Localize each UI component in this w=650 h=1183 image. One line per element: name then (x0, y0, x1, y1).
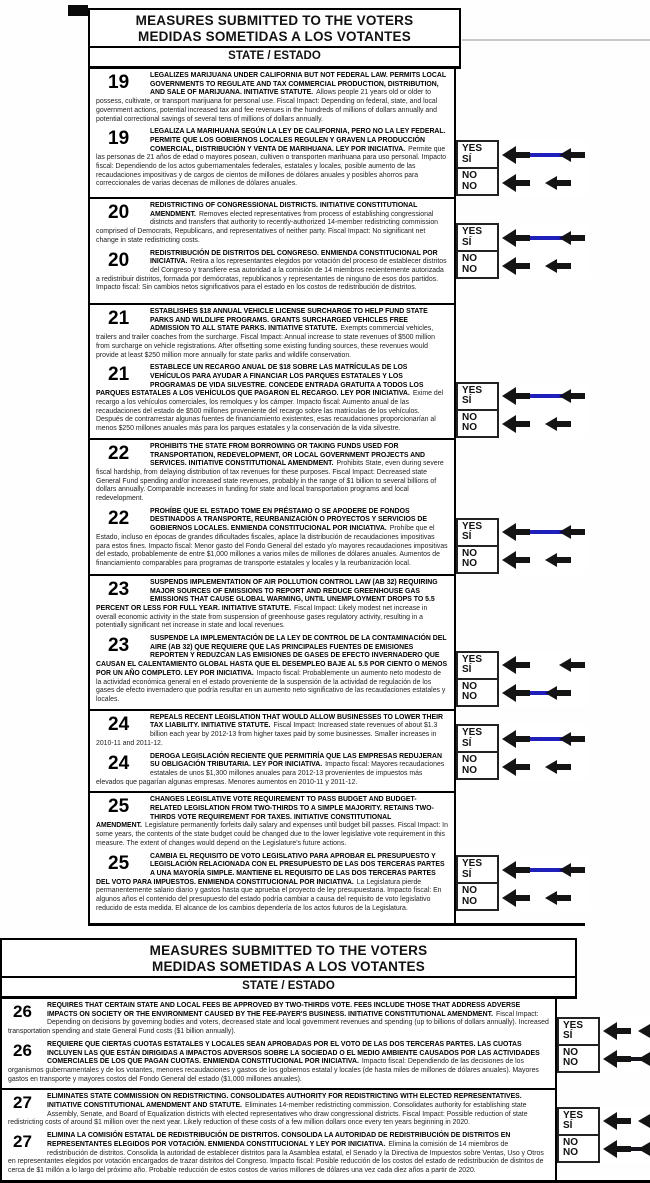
measure-number: 26 (13, 1002, 32, 1021)
measure-title-es: DEROGA LEGISLACIÓN RECIENTE QUE PERMITIRÍA QUE LAS EMPRESAS REDUJERAN SU OBLIGACIÓN TRIBUTARIA. LEY POR INICIATIVA. (150, 752, 442, 769)
measure-spanish-block (4, 1040, 551, 1087)
vote-arrow-yes-prop-24[interactable] (501, 727, 589, 751)
measure-text (90, 440, 456, 576)
measure-title-en: REQUIRES THAT CERTAIN STATE AND LOCAL FEES BE APPROVED BY TWO-THIRDS VOTE. FEES INCLUDE THOSE THAT ADDRESS ADVERSE IMPACTS ON SOCIETY OR THE ENVIRONMENT CAUSED BY THE FEE-PAYER'S BUSINESS. INITIATIVE CONSTITUTIONAL AMENDMENT. (47, 1002, 521, 1018)
measure-number: 19 (108, 128, 130, 150)
measure-title-en: PROHIBITS THE STATE FROM BORROWING OR TAKING FUNDS USED FOR TRANSPORTATION, REDEVELOPMENT, OR LOCAL GOVERNMENT PROJECTS AND SERVICES. INITIATIVE CONSTITUTIONAL AMENDMENT. (150, 442, 425, 468)
vote-box (456, 382, 589, 438)
vote-gutter (456, 576, 589, 711)
no-label-en: NO (563, 1046, 578, 1058)
card-title (90, 10, 459, 48)
yes-label-es: SÍ (563, 1120, 573, 1132)
no-label-en: NO (462, 754, 477, 765)
measure-list (0, 999, 650, 1183)
measure-spanish-block (92, 507, 450, 571)
measure-english-block (92, 578, 450, 633)
measure-summary-en: Eliminates 14-member redistricting commission. Consolidates authority for establishing state Assembly, Senate, and Board of Equalization districts with elected representatives who draw congressional districts. Fiscal Impact: Possible reduction of state redistricting costs of around $1 million over the next year. Likely reduction of these costs of a few million dollars once every ten years beginning in 2020. (8, 1102, 528, 1127)
measure-summary-es: Exime del recargo a los vehículos comerciales, los remolques y los cámper. Impacto fiscal: Aumento anual de las recaudaciones del estado de $500 millones proveniente del recargo sobre las matrículas de los vehículos. Después de contrarrestar algunas fuentes de financiamiento existentes, esas recaudaciones proporcionarían al menos $250 millones anuales más para los parques estatales y la conservación de la vida silvestre. (96, 390, 444, 433)
vote-arrow-yes-prop-27[interactable] (602, 1109, 650, 1133)
measure-spanish-block (92, 127, 450, 191)
measure-number: 20 (108, 249, 130, 271)
measure-title-es: ELIMINA LA COMISIÓN ESTATAL DE REDISTRIBUCIÓN DE DISTRITOS. CONSOLIDA LA AUTORIDAD DE REDISTRIBUCIÓN DE DISTRITOS EN REPRESENTANTES ELEGIDOS POR VOTACIÓN. ENMIENDA CONSTITUCIONAL Y LEY POR INICIATIVA. (47, 1132, 511, 1148)
yes-row (557, 1017, 650, 1046)
measure-summary-es: Retira a los representantes elegidos por votación del proceso de establecer distritos del Congreso y transfiere esa autoridad a la comisión de 14 miembros recientemente autorizada a redistribuir distritos, formada por demócratas, republicanos y representantes de ninguno de esos dos partidos. Impacto fiscal: Sin cambios netos significativos para el estado en los costos de redistribución de distritos. (96, 258, 447, 292)
yes-si-label (456, 651, 499, 680)
vote-box (456, 140, 589, 196)
measure-text (2, 1090, 557, 1179)
no-row (557, 1136, 650, 1163)
yes-row (557, 1107, 650, 1136)
yes-label-en: YES (462, 520, 483, 532)
measure-title-en: ELIMINATES STATE COMMISSION ON REDISTRICTING. CONSOLIDATES AUTHORITY FOR REDISTRICTING WITH ELECTED REPRESENTATIVES. INITIATIVE CONSTITUTIONAL AMENDMENT AND STATUTE. (47, 1093, 522, 1110)
yes-label-es: SÍ (462, 153, 472, 165)
no-no-label (456, 680, 499, 707)
vote-box (456, 518, 589, 574)
measure-title-en: SUSPENDS IMPLEMENTATION OF AIR POLLUTION CONTROL LAW (AB 32) REQUIRING MAJOR SOURCES OF EMISSIONS TO REPORT AND REDUCE GREENHOUSE GAS EMISSIONS THAT CAUSE GLOBAL WARMING, UNTIL UNEMPLOYMENT DROPS TO 5.5 PERCENT OR LESS FOR FULL YEAR. INITIATIVE STATUTE. (96, 578, 438, 612)
yes-label-es: SÍ (462, 236, 472, 248)
vote-arrow-no-prop-25[interactable] (501, 886, 589, 910)
measure-english-block (4, 1001, 551, 1039)
no-no-label (456, 884, 499, 911)
yes-label-es: SÍ (563, 1030, 573, 1042)
measure-spanish-block (92, 752, 450, 790)
measure-english-block (92, 713, 450, 751)
vote-arrow-yes-prop-26[interactable] (602, 1019, 650, 1043)
measure-summary-en: Legislature permanently forfeits daily salary and expenses until budget bill passes. Fiscal Impact: In some years, the contents of the state budget could be changed due to the lower legislative vote requirement in this measure. The extent of changes would depend on the Legislature's future actions. (96, 822, 448, 847)
no-label-es: NO (462, 422, 477, 434)
vote-gutter (456, 711, 589, 794)
measure-title-es: LEGALIZA LA MARIHUANA SEGÚN LA LEY DE CALIFORNIA, PERO NO LA LEY FEDERAL. PERMITE QUE LOS GOBIERNOS LOCALES REGULEN Y GRAVEN LA PRODUCCIÓN COMERCIAL, DISTRIBUCIÓN Y VENTA DE MARIHUANA. LEY POR INICIATIVA. (150, 128, 446, 153)
no-label-en: NO (462, 680, 477, 692)
measure-summary-en: Fiscal Impact: Depending on decisions by governing bodies and voters, decreased state and local government revenues and spending (up to billions of dollars annually). Increased transportation spending and state General Fund costs ($1 billion annually). (8, 1010, 549, 1036)
ballot-card-state-measures-1 (88, 8, 585, 926)
yes-row (456, 382, 589, 411)
measure-text (2, 999, 557, 1090)
yes-label-en: YES (462, 653, 483, 665)
measure-text (90, 793, 456, 923)
no-label-en: NO (462, 547, 477, 559)
vote-arrow-no-prop-19[interactable] (501, 171, 589, 195)
measure-number: 22 (108, 442, 130, 464)
yes-label-en: YES (462, 226, 483, 237)
yes-label-en: YES (462, 384, 483, 396)
measure-spanish-block (4, 1131, 551, 1178)
measure-number: 25 (108, 796, 130, 818)
ballot-card-state-measures-2 (0, 938, 650, 1183)
measure-title-en: CHANGES LEGISLATIVE VOTE REQUIREMENT TO PASS BUDGET AND BUDGET-RELATED LEGISLATION FROM TWO-THIRDS TO A SIMPLE MAJORITY. RETAINS TWO-THIRDS VOTE REQUIREMENT FOR TAXES. INITIATIVE CONSTITUTIONAL AMENDMENT. (96, 796, 434, 830)
no-no-label (557, 1136, 600, 1163)
card-title-es: MEDIDAS SOMETIDAS A LOS VOTANTES (152, 958, 425, 974)
yes-si-label (456, 518, 499, 547)
measure-text (90, 305, 456, 440)
measure-row-prop-24 (90, 711, 585, 794)
no-label-en: NO (563, 1136, 578, 1148)
measure-summary-es: Elimina la comisión de 14 miembros de redistribución de distritos. Consolida la autoridad de establecer distritos para la Asamblea estatal, el Senado y la Directiva de Impuestos sobre Ventas, Uso y Otros en representantes elegidos por votación encargados de trazar distritos del Congreso. Impacto fiscal: Posible reducción de los costos del estado de redistribución de distritos de cerca de $1 millón a lo largo del próximo año. Probable reducción de estos costos de varios millones de dólares una vez cada diez años a partir de 2020. (8, 1140, 544, 1174)
measure-title-es: REQUIERE QUE CIERTAS CUOTAS ESTATALES Y LOCALES SEAN APROBADAS POR EL VOTO DE LAS DOS TERCERAS PARTES. LAS CUOTAS INCLUYEN LAS QUE ESTÁN DIRIGIDAS A IMPACTOS ADVERSOS SOBRE LA SOCIEDAD O EL MEDIO AMBIENTE CAUSADOS POR LAS ACTIVIDADES COMERCIALES DE LOS QUE PAGAN CUOTAS. ENMIENDA CONSTITUCIONAL POR INICIATIVA. (47, 1040, 540, 1066)
measure-row-prop-22 (90, 440, 585, 576)
measure-summary-es: Permite que las personas de 21 años de edad o mayores posean, cultiven o transporten marihuana para uso personal. Impacto fiscal: Dependiendo de los actos gubernamentales federales, estatales y locales, posible aumento de las recaudaciones impositivas y de cargos de cientos de millones de dólares anuales y posibles ahorros para correccionales de varias decenas de millones de dólares anuales. (96, 145, 447, 188)
measure-number: 21 (108, 364, 130, 386)
measure-number: 23 (108, 578, 130, 600)
vote-gutter (456, 69, 589, 199)
vote-arrow-yes-prop-23[interactable] (501, 653, 589, 677)
measure-row-prop-19 (90, 69, 585, 199)
yes-si-label (456, 140, 499, 169)
measure-english-block (92, 795, 450, 850)
measure-title-es: REDISTRIBUCIÓN DE DISTRITOS DEL CONGRESO. ENMIENDA CONSTITUCIONAL POR INICIATIVA. (150, 249, 438, 266)
yes-row (456, 518, 589, 547)
vote-arrow-no-prop-24[interactable] (501, 755, 589, 779)
section-band: STATE / ESTADO (2, 978, 575, 999)
vote-gutter (456, 305, 589, 440)
yes-si-label (557, 1107, 600, 1136)
no-row (456, 547, 589, 574)
measure-row-prop-27 (2, 1090, 650, 1179)
no-label-es: NO (462, 180, 477, 192)
measure-summary-en: Removes elected representatives from process of establishing congressional districts and transfers that authority to recently-authorized 14-member redistricting commission comprised of Democrats, Republicans, and representatives of neither party. Fiscal Impact: No significant net change in state redistricting costs. (96, 210, 438, 244)
measure-english-block (4, 1092, 551, 1130)
measure-text (90, 199, 456, 305)
no-label-es: NO (563, 1147, 578, 1159)
measure-title-en: REDISTRICTING OF CONGRESSIONAL DISTRICTS. INITIATIVE CONSTITUTIONAL AMENDMENT. (150, 202, 418, 218)
measure-english-block (92, 201, 450, 248)
no-row (456, 680, 589, 707)
no-row (557, 1046, 650, 1073)
measure-summary-en: Allows people 21 years old or older to possess, cultivate, or transport marijuana for personal use. Fiscal Impact: Depending on federal, state, and local government actions, potential increased tax and fee revenues in the hundreds of millions of dollars annually and potential correctional savings of several tens of millions of dollars annually. (96, 89, 438, 123)
measure-english-block (92, 71, 450, 126)
vote-arrow-no-prop-27[interactable] (602, 1137, 650, 1161)
no-label-es: NO (462, 764, 477, 776)
measure-number: 22 (108, 507, 130, 529)
no-label-es: NO (563, 1057, 578, 1069)
no-label-es: NO (462, 895, 477, 907)
measure-summary-es: Prohíbe que el Estado, incluso en épocas de grandes dificultades fiscales, aplace la distribución de recaudaciones impositivas para estos fines. Impacto fiscal: Menor gasto del Fondo General del estado y/o mayores recaudaciones impositivas del estado, probablemente de entre $1,000 millones a varios miles de millones de dólares anuales. Aumentos de financiamiento comparables para programas de transporte estatales y locales y la reurbanización local. (96, 525, 448, 567)
measure-summary-es: Impacto fiscal: Mayores recaudaciones estatales de unos $1,300 millones anuales para 2012-13 provenientes de impuestos más elevados que pagarían algunas empresas. Menores aumentos en 2010-11 y 2011-12. (96, 761, 445, 786)
measure-number: 27 (13, 1093, 32, 1113)
measure-text (90, 576, 456, 711)
vote-gutter (456, 440, 589, 576)
measure-summary-en: Fiscal Impact: Likely modest net increase in overall economic activity in the state from suspension of greenhouse gases regulatory activity, resulting in a potentially significant net increase in state and local revenues. (96, 604, 428, 630)
yes-label-es: SÍ (462, 395, 472, 407)
yes-label-en: YES (462, 858, 483, 870)
measure-english-block (92, 307, 450, 362)
vote-arrow-yes-prop-19[interactable] (501, 143, 589, 167)
no-no-label (557, 1046, 600, 1073)
yes-label-en: YES (563, 1109, 584, 1121)
measure-spanish-block (92, 852, 450, 916)
measure-title-es: ESTABLECE UN RECARGO ANUAL DE $18 SOBRE LAS MATRÍCULAS DE LOS VEHÍCULOS PARA AYUDAR A FINANCIAR LOS PARQUES ESTATALES Y LOS PROGRAMAS DE VIDA SILVESTRE. CONCEDE ENTRADA GRATUITA A TODOS LOS PARQUES ESTATALES A LOS VEHÍCULOS QUE PAGARON EL RECARGO. LEY POR INICIATIVA. (96, 364, 424, 398)
measure-number: 25 (108, 852, 130, 874)
yes-label-es: SÍ (462, 737, 472, 749)
measure-title-es: PROHÍBE QUE EL ESTADO TOME EN PRÉSTAMO O SE APODERE DE FONDOS DESTINADOS A TRANSPORTE, REURBANIZACIÓN O PROYECTOS Y SERVICIOS DE GOBIERNOS LOCALES. ENMIENDA CONSTITUCIONAL POR INICIATIVA. (150, 507, 427, 533)
yes-si-label (456, 223, 499, 252)
measure-number: 24 (108, 713, 130, 735)
measure-summary-es: La Legislatura pierde permanentemente salario diario y gastos hasta que aprueba el proyecto de ley presupuestaria. Impacto fiscal: En algunos años el contenido del presupuesto del estado podría cambiar a causa del requisito de voto legislativo reducido de esta medida. El alcance de los cambios dependería de los actos futuros de la Legislatura. (96, 878, 442, 912)
card-header (0, 938, 577, 999)
measure-text (90, 69, 456, 199)
yes-row (456, 651, 589, 680)
vote-box (456, 223, 589, 279)
yes-si-label (557, 1017, 600, 1046)
no-row (456, 169, 589, 196)
measure-list (88, 69, 585, 926)
measure-row-prop-20 (90, 199, 585, 305)
no-no-label (456, 753, 499, 780)
vote-box (456, 651, 589, 707)
measure-title-es: SUSPENDE LA IMPLEMENTACIÓN DE LA LEY DE CONTROL DE LA CONTAMINACIÓN DEL AIRE (AB 32) QUE REQUIERE QUE LAS PRINCIPALES FUENTES DE EMISIONES REPORTEN Y REDUZCAN LAS EMISIONES DE GASES DE EFECTO INVERNADERO QUE CAUSAN EL CALENTAMIENTO GLOBAL HASTA QUE EL DESEMPLEO BAJE AL 5.5 POR CIENTO O MENOS POR UN AÑO COMPLETO. LEY POR INICIATIVA. (96, 635, 448, 677)
vote-gutter (456, 793, 589, 923)
no-label-en: NO (462, 253, 477, 264)
vote-arrow-no-prop-22[interactable] (501, 548, 589, 572)
card-title-es: MEDIDAS SOMETIDAS A LOS VOTANTES (138, 28, 411, 44)
yes-label-en: YES (462, 727, 483, 738)
no-row (456, 884, 589, 911)
no-no-label (456, 169, 499, 196)
yes-label-es: SÍ (462, 868, 472, 880)
vote-arrow-yes-prop-25[interactable] (501, 858, 589, 882)
vote-arrow-yes-prop-22[interactable] (501, 520, 589, 544)
measure-number: 24 (108, 752, 130, 774)
vote-arrow-no-prop-21[interactable] (501, 412, 589, 436)
measure-number: 23 (108, 635, 130, 657)
no-label-es: NO (462, 558, 477, 570)
vote-arrow-no-prop-23[interactable] (501, 681, 589, 705)
vote-gutter (557, 999, 650, 1090)
no-row (456, 252, 589, 279)
measure-summary-es: Impacto fiscal: Dependiendo de las decisiones de los organismos gubernamentales y de los votantes, menores recaudaciones y gastos de los gobiernos estatal y locales (de hasta miles de millones de dólares anuales). Mayores gastos en transporte y mayores costos del Fondo General del estado ($1,000 millones anuales). (8, 1058, 539, 1083)
vote-box (557, 1107, 650, 1163)
yes-row (456, 223, 589, 252)
no-label-es: NO (462, 691, 477, 703)
card-title (2, 940, 575, 978)
measure-text (90, 711, 456, 794)
yes-si-label (456, 855, 499, 884)
yes-label-en: YES (563, 1019, 584, 1031)
vote-box (456, 724, 589, 780)
card-header (88, 8, 461, 69)
measure-title-en: ESTABLISHES $18 ANNUAL VEHICLE LICENSE SURCHARGE TO HELP FUND STATE PARKS AND WILDLIFE PROGRAMS. GRANTS SURCHARGED VEHICLES FREE ADMISSION TO ALL STATE PARKS. INITIATIVE STATUTE. (150, 308, 428, 333)
measure-number: 26 (13, 1040, 32, 1060)
no-row (456, 411, 589, 438)
measure-english-block (92, 442, 450, 506)
vote-box (456, 855, 589, 911)
card-title-en: MEASURES SUBMITTED TO THE VOTERS (149, 943, 428, 958)
section-band: STATE / ESTADO (90, 48, 459, 69)
no-row (456, 753, 589, 780)
measure-summary-en: Prohibits State, even during severe fiscal hardship, from delaying distribution of tax revenues for these purposes. Fiscal Impact: Decreased state General Fund spending and/or increased state revenues, probably in the range of $1 billion to several billions of dollars annually. Comparable increases in funding for state and local transportation programs and local redevelopment. (96, 460, 444, 503)
measure-row-prop-25 (90, 793, 585, 923)
measure-spanish-block (92, 249, 450, 296)
measure-row-prop-26 (2, 999, 650, 1090)
no-no-label (456, 252, 499, 279)
yes-si-label (456, 382, 499, 411)
vote-gutter (557, 1090, 650, 1179)
measure-number: 21 (108, 308, 130, 329)
measure-number: 27 (13, 1132, 32, 1152)
measure-row-prop-23 (90, 576, 585, 711)
no-label-es: NO (462, 263, 477, 275)
yes-row (456, 724, 589, 753)
measure-title-en: REPEALS RECENT LEGISLATION THAT WOULD ALLOW BUSINESSES TO LOWER THEIR TAX LIABILITY. INITIATIVE STATUTE. (150, 713, 443, 730)
measure-number: 19 (108, 72, 130, 93)
measure-summary-es: Impacto fiscal: Probablemente un aumento neto modesto de la actividad económica general en el estado proveniente de la suspensión de la actividad de regulación de los gases de efecto invernadero que podría resultar en un aumento neto significativo de las recaudaciones estatales y locales. (96, 669, 446, 703)
no-no-label (456, 547, 499, 574)
measure-summary-en: Fiscal Impact: Increased state revenues of about $1.3 billion each year by 2012-13 from higher taxes paid by some businesses. Smaller increases in 2010-11 and 2011-12. (96, 722, 438, 747)
timing-mark (68, 5, 88, 16)
vote-gutter (456, 199, 589, 305)
yes-label-en: YES (462, 143, 483, 154)
vote-arrow-yes-prop-20[interactable] (501, 226, 589, 250)
measure-spanish-block (92, 363, 450, 436)
yes-row (456, 855, 589, 884)
measure-summary-en: Exempts commercial vehicles, trailers and trailer coaches from the surcharge. Fiscal Impact: Annual increase to state revenues of $500 million from surcharge on vehicle registrations. After offsetting some existing funding sources, these revenues would provide at least $250 million more annually for state parks and wildlife conservation. (96, 325, 435, 359)
vote-arrow-no-prop-26[interactable] (602, 1047, 650, 1071)
measure-title-es: CAMBIA EL REQUISITO DE VOTO LEGISLATIVO PARA APROBAR EL PRESUPUESTO Y LEGISLACIÓN RELACIONADA CON EL PRESUPUESTO DE LAS DOS TERCERAS PARTES A UNA MAYORÍA SIMPLE. MANTIENE EL REQUISITO DE LAS DOS TERCERAS PARTES DEL VOTO PARA IMPUESTOS. ENMIENDA CONSTITUCIONAL POR INICIATIVA. (96, 852, 445, 886)
measure-number: 20 (108, 202, 130, 223)
no-no-label (456, 411, 499, 438)
measure-spanish-block (92, 634, 450, 707)
yes-si-label (456, 724, 499, 753)
no-label-en: NO (462, 411, 477, 423)
yes-row (456, 140, 589, 169)
card-title-en: MEASURES SUBMITTED TO THE VOTERS (135, 13, 414, 28)
yes-label-es: SÍ (462, 531, 472, 543)
no-label-en: NO (462, 885, 477, 897)
measure-row-prop-21 (90, 305, 585, 440)
vote-arrow-yes-prop-21[interactable] (501, 384, 589, 408)
no-label-en: NO (462, 170, 477, 181)
yes-label-es: SÍ (462, 664, 472, 676)
vote-arrow-no-prop-20[interactable] (501, 254, 589, 278)
vote-box (557, 1017, 650, 1073)
measure-title-en: LEGALIZES MARIJUANA UNDER CALIFORNIA BUT NOT FEDERAL LAW. PERMITS LOCAL GOVERNMENTS TO REGULATE AND TAX COMMERCIAL PRODUCTION, DISTRIBUTION, AND SALE OF MARIJUANA. INITIATIVE STATUTE. (150, 72, 446, 97)
